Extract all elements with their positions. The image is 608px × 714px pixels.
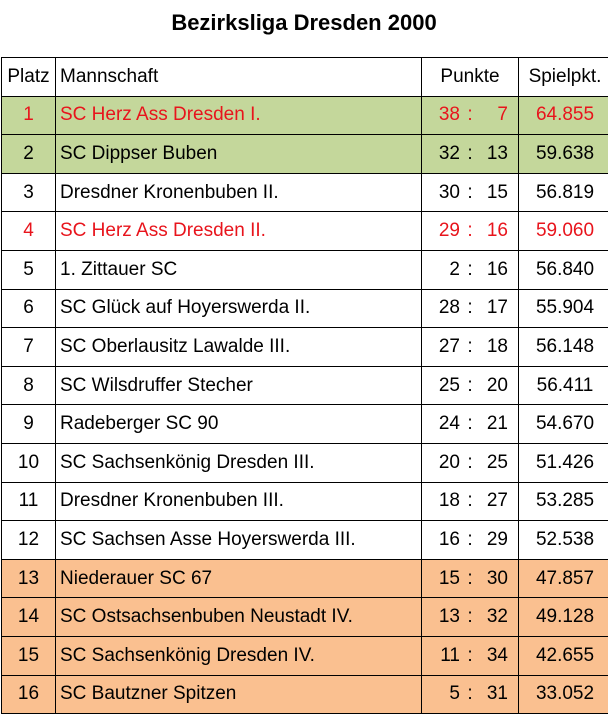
cell-platz: 3: [2, 173, 56, 212]
cell-game-points: 42.655: [519, 636, 608, 675]
cell-platz: 1: [2, 96, 56, 135]
points-separator: :: [460, 606, 480, 628]
cell-points: [422, 328, 519, 367]
cell-team: SC Oberlausitz Lawalde III.: [56, 328, 422, 367]
table-row: [2, 443, 608, 482]
table-row: [2, 636, 608, 675]
cell-game-points: 59.638: [519, 135, 608, 174]
cell-platz: 4: [2, 212, 56, 251]
cell-points: [422, 482, 519, 521]
cell-game-points: 53.285: [519, 482, 608, 521]
cell-team: SC Wilsdruffer Stecher: [56, 366, 422, 405]
cell-team: Radeberger SC 90: [56, 405, 422, 444]
points-separator: :: [460, 336, 480, 358]
points-plus: 28: [422, 297, 460, 319]
cell-points: [422, 675, 519, 714]
points-minus: 15: [480, 182, 508, 204]
cell-platz: 5: [2, 250, 56, 289]
cell-platz: 2: [2, 135, 56, 174]
cell-points: [422, 598, 519, 637]
points-plus: 5: [422, 683, 460, 705]
cell-team: SC Ostsachsenbuben Neustadt IV.: [56, 598, 422, 637]
points-plus: 15: [422, 568, 460, 590]
points-plus: 24: [422, 413, 460, 435]
points-separator: :: [460, 143, 480, 165]
table-row: [2, 173, 608, 212]
cell-game-points: 33.052: [519, 675, 608, 714]
table-title: Bezirksliga Dresden 2000: [0, 8, 608, 38]
cell-team: SC Herz Ass Dresden I.: [56, 96, 422, 135]
cell-game-points: 55.904: [519, 289, 608, 328]
table-row: [2, 559, 608, 598]
cell-points: [422, 366, 519, 405]
points-minus: 30: [480, 568, 508, 590]
points-separator: :: [460, 220, 480, 242]
cell-game-points: 52.538: [519, 521, 608, 560]
points-minus: 21: [480, 413, 508, 435]
cell-team: SC Sachsenkönig Dresden III.: [56, 443, 422, 482]
cell-points: [422, 135, 519, 174]
points-plus: 25: [422, 375, 460, 397]
cell-team: SC Sachsenkönig Dresden IV.: [56, 636, 422, 675]
cell-team: Niederauer SC 67: [56, 559, 422, 598]
points-plus: 20: [422, 452, 460, 474]
cell-points: [422, 96, 519, 135]
points-plus: 29: [422, 220, 460, 242]
points-minus: 13: [480, 143, 508, 165]
cell-game-points: 64.855: [519, 96, 608, 135]
cell-points: [422, 212, 519, 251]
points-minus: 16: [480, 220, 508, 242]
table-row: [2, 212, 608, 251]
points-minus: 32: [480, 606, 508, 628]
cell-team: SC Sachsen Asse Hoyerswerda III.: [56, 521, 422, 560]
points-minus: 20: [480, 375, 508, 397]
points-separator: :: [460, 182, 480, 204]
points-separator: :: [460, 259, 480, 281]
points-separator: :: [460, 529, 480, 551]
cell-points: [422, 250, 519, 289]
table-row: [2, 366, 608, 405]
cell-platz: 8: [2, 366, 56, 405]
cell-game-points: 59.060: [519, 212, 608, 251]
table-row: [2, 598, 608, 637]
points-separator: :: [460, 297, 480, 319]
cell-game-points: 56.411: [519, 366, 608, 405]
points-minus: 7: [480, 104, 508, 126]
cell-platz: 12: [2, 521, 56, 560]
header-platz: Platz: [2, 58, 56, 97]
cell-platz: 15: [2, 636, 56, 675]
cell-points: [422, 289, 519, 328]
header-row: [2, 58, 608, 97]
table-row: [2, 482, 608, 521]
header-points: Punkte: [422, 58, 519, 97]
points-plus: 30: [422, 182, 460, 204]
table-row: [2, 521, 608, 560]
points-separator: :: [460, 413, 480, 435]
points-plus: 2: [422, 259, 460, 281]
cell-game-points: 56.148: [519, 328, 608, 367]
points-separator: :: [460, 104, 480, 126]
points-minus: 25: [480, 452, 508, 474]
cell-team: SC Herz Ass Dresden II.: [56, 212, 422, 251]
cell-team: Dresdner Kronenbuben II.: [56, 173, 422, 212]
cell-team: Dresdner Kronenbuben III.: [56, 482, 422, 521]
cell-platz: 13: [2, 559, 56, 598]
points-plus: 38: [422, 104, 460, 126]
points-minus: 18: [480, 336, 508, 358]
points-separator: :: [460, 568, 480, 590]
table-row: [2, 250, 608, 289]
cell-points: [422, 443, 519, 482]
points-separator: :: [460, 683, 480, 705]
points-plus: 13: [422, 606, 460, 628]
cell-platz: 10: [2, 443, 56, 482]
cell-team: 1. Zittauer SC: [56, 250, 422, 289]
cell-platz: 9: [2, 405, 56, 444]
standings-body: [2, 96, 608, 714]
header-team: Mannschaft: [56, 58, 422, 97]
cell-points: [422, 405, 519, 444]
cell-game-points: 49.128: [519, 598, 608, 637]
cell-platz: 14: [2, 598, 56, 637]
points-minus: 29: [480, 529, 508, 551]
points-plus: 18: [422, 490, 460, 512]
cell-team: SC Glück auf Hoyerswerda II.: [56, 289, 422, 328]
table-row: [2, 675, 608, 714]
table-row: [2, 135, 608, 174]
cell-team: SC Dippser Buben: [56, 135, 422, 174]
points-minus: 31: [480, 683, 508, 705]
cell-game-points: 56.819: [519, 173, 608, 212]
cell-platz: 6: [2, 289, 56, 328]
points-plus: 11: [422, 645, 460, 667]
table-row: [2, 96, 608, 135]
cell-game-points: 51.426: [519, 443, 608, 482]
cell-game-points: 56.840: [519, 250, 608, 289]
points-minus: 16: [480, 259, 508, 281]
cell-platz: 16: [2, 675, 56, 714]
points-minus: 34: [480, 645, 508, 667]
points-plus: 16: [422, 529, 460, 551]
cell-platz: 11: [2, 482, 56, 521]
points-separator: :: [460, 375, 480, 397]
points-plus: 32: [422, 143, 460, 165]
points-plus: 27: [422, 336, 460, 358]
cell-points: [422, 636, 519, 675]
cell-points: [422, 559, 519, 598]
cell-points: [422, 521, 519, 560]
table-row: [2, 328, 608, 367]
points-separator: :: [460, 645, 480, 667]
points-separator: :: [460, 490, 480, 512]
points-minus: 17: [480, 297, 508, 319]
header-game-points: Spielpkt.: [519, 58, 608, 97]
cell-platz: 7: [2, 328, 56, 367]
table-row: [2, 405, 608, 444]
points-separator: :: [460, 452, 480, 474]
table-row: [2, 289, 608, 328]
cell-game-points: 54.670: [519, 405, 608, 444]
cell-game-points: 47.857: [519, 559, 608, 598]
cell-team: SC Bautzner Spitzen: [56, 675, 422, 714]
standings-table: [1, 57, 608, 714]
cell-points: [422, 173, 519, 212]
points-minus: 27: [480, 490, 508, 512]
